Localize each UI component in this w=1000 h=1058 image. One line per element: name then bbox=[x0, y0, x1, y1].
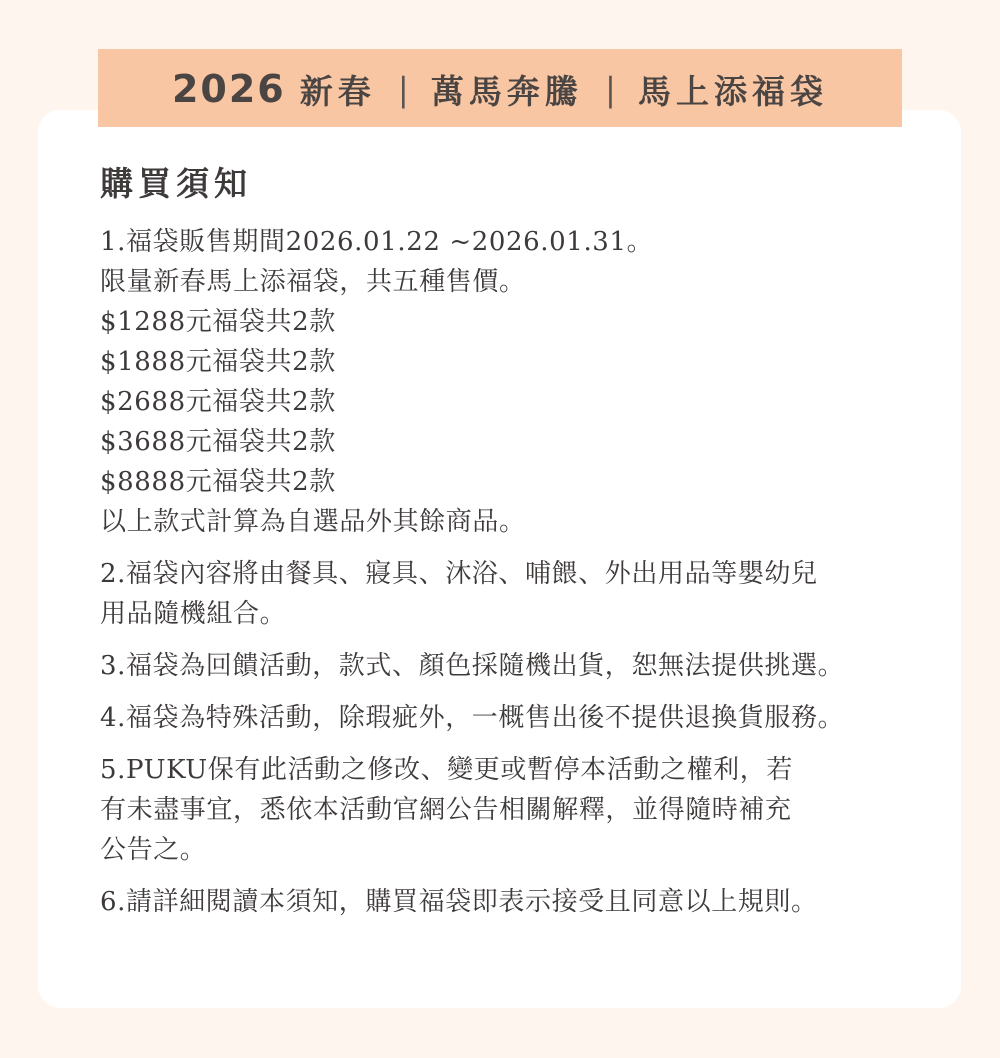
title-banner bbox=[98, 49, 902, 127]
banner-segment-horses: 萬馬奔騰 bbox=[430, 71, 583, 111]
notice-line: 6.請詳細閱讀本須知，購買福袋即表示接受且同意以上規則。 bbox=[100, 887, 818, 917]
notice-content bbox=[100, 160, 920, 922]
notice-line: $2688元福袋共2款 bbox=[100, 387, 336, 417]
notice-line: 3.福袋為回饋活動，款式、顏色採隨機出貨，恕無法提供挑選。 bbox=[100, 651, 845, 681]
banner-segment-lucky-bag: 馬上添福袋 bbox=[638, 71, 828, 111]
notice-line: $1888元福袋共2款 bbox=[100, 347, 336, 377]
notice-line: 1.福袋販售期間2026.01.22 ~2026.01.31。 bbox=[100, 227, 654, 257]
notice-item-1 bbox=[100, 222, 920, 542]
notice-line: 5.PUKU保有此活動之修改、變更或暫停本活動之權利，若 bbox=[100, 755, 793, 785]
notice-line: $1288元福袋共2款 bbox=[100, 307, 336, 337]
notice-line: 有未盡事宜，悉依本活動官網公告相關解釋，並得隨時補充 bbox=[100, 795, 792, 825]
notice-title: 購買須知 bbox=[100, 164, 252, 203]
notice-line: 2.福袋內容將由餐具、寢具、沐浴、哺餵、外出用品等嬰幼兒 bbox=[100, 559, 818, 589]
notice-line: 用品隨機組合。 bbox=[100, 599, 287, 629]
notice-item-5 bbox=[100, 750, 920, 870]
notice-item-2 bbox=[100, 554, 920, 634]
notice-item-3 bbox=[100, 646, 920, 686]
notice-line: 以上款式計算為自選品外其餘商品。 bbox=[100, 507, 526, 537]
banner-segment-spring: 新春 bbox=[299, 71, 376, 111]
notice-line: 4.福袋為特殊活動，除瑕疵外，一概售出後不提供退換貨服務。 bbox=[100, 703, 845, 733]
banner-separator: | bbox=[604, 69, 616, 109]
notice-line: $8888元福袋共2款 bbox=[100, 467, 336, 497]
banner-separator: | bbox=[397, 69, 409, 109]
notice-line: $3688元福袋共2款 bbox=[100, 427, 336, 457]
notice-line: 限量新春馬上添福袋，共五種售價。 bbox=[100, 267, 526, 297]
notice-item-6 bbox=[100, 882, 920, 922]
notice-line: 公告之。 bbox=[100, 835, 207, 865]
notice-item-4 bbox=[100, 698, 920, 738]
banner-year: 2026 bbox=[171, 67, 286, 111]
